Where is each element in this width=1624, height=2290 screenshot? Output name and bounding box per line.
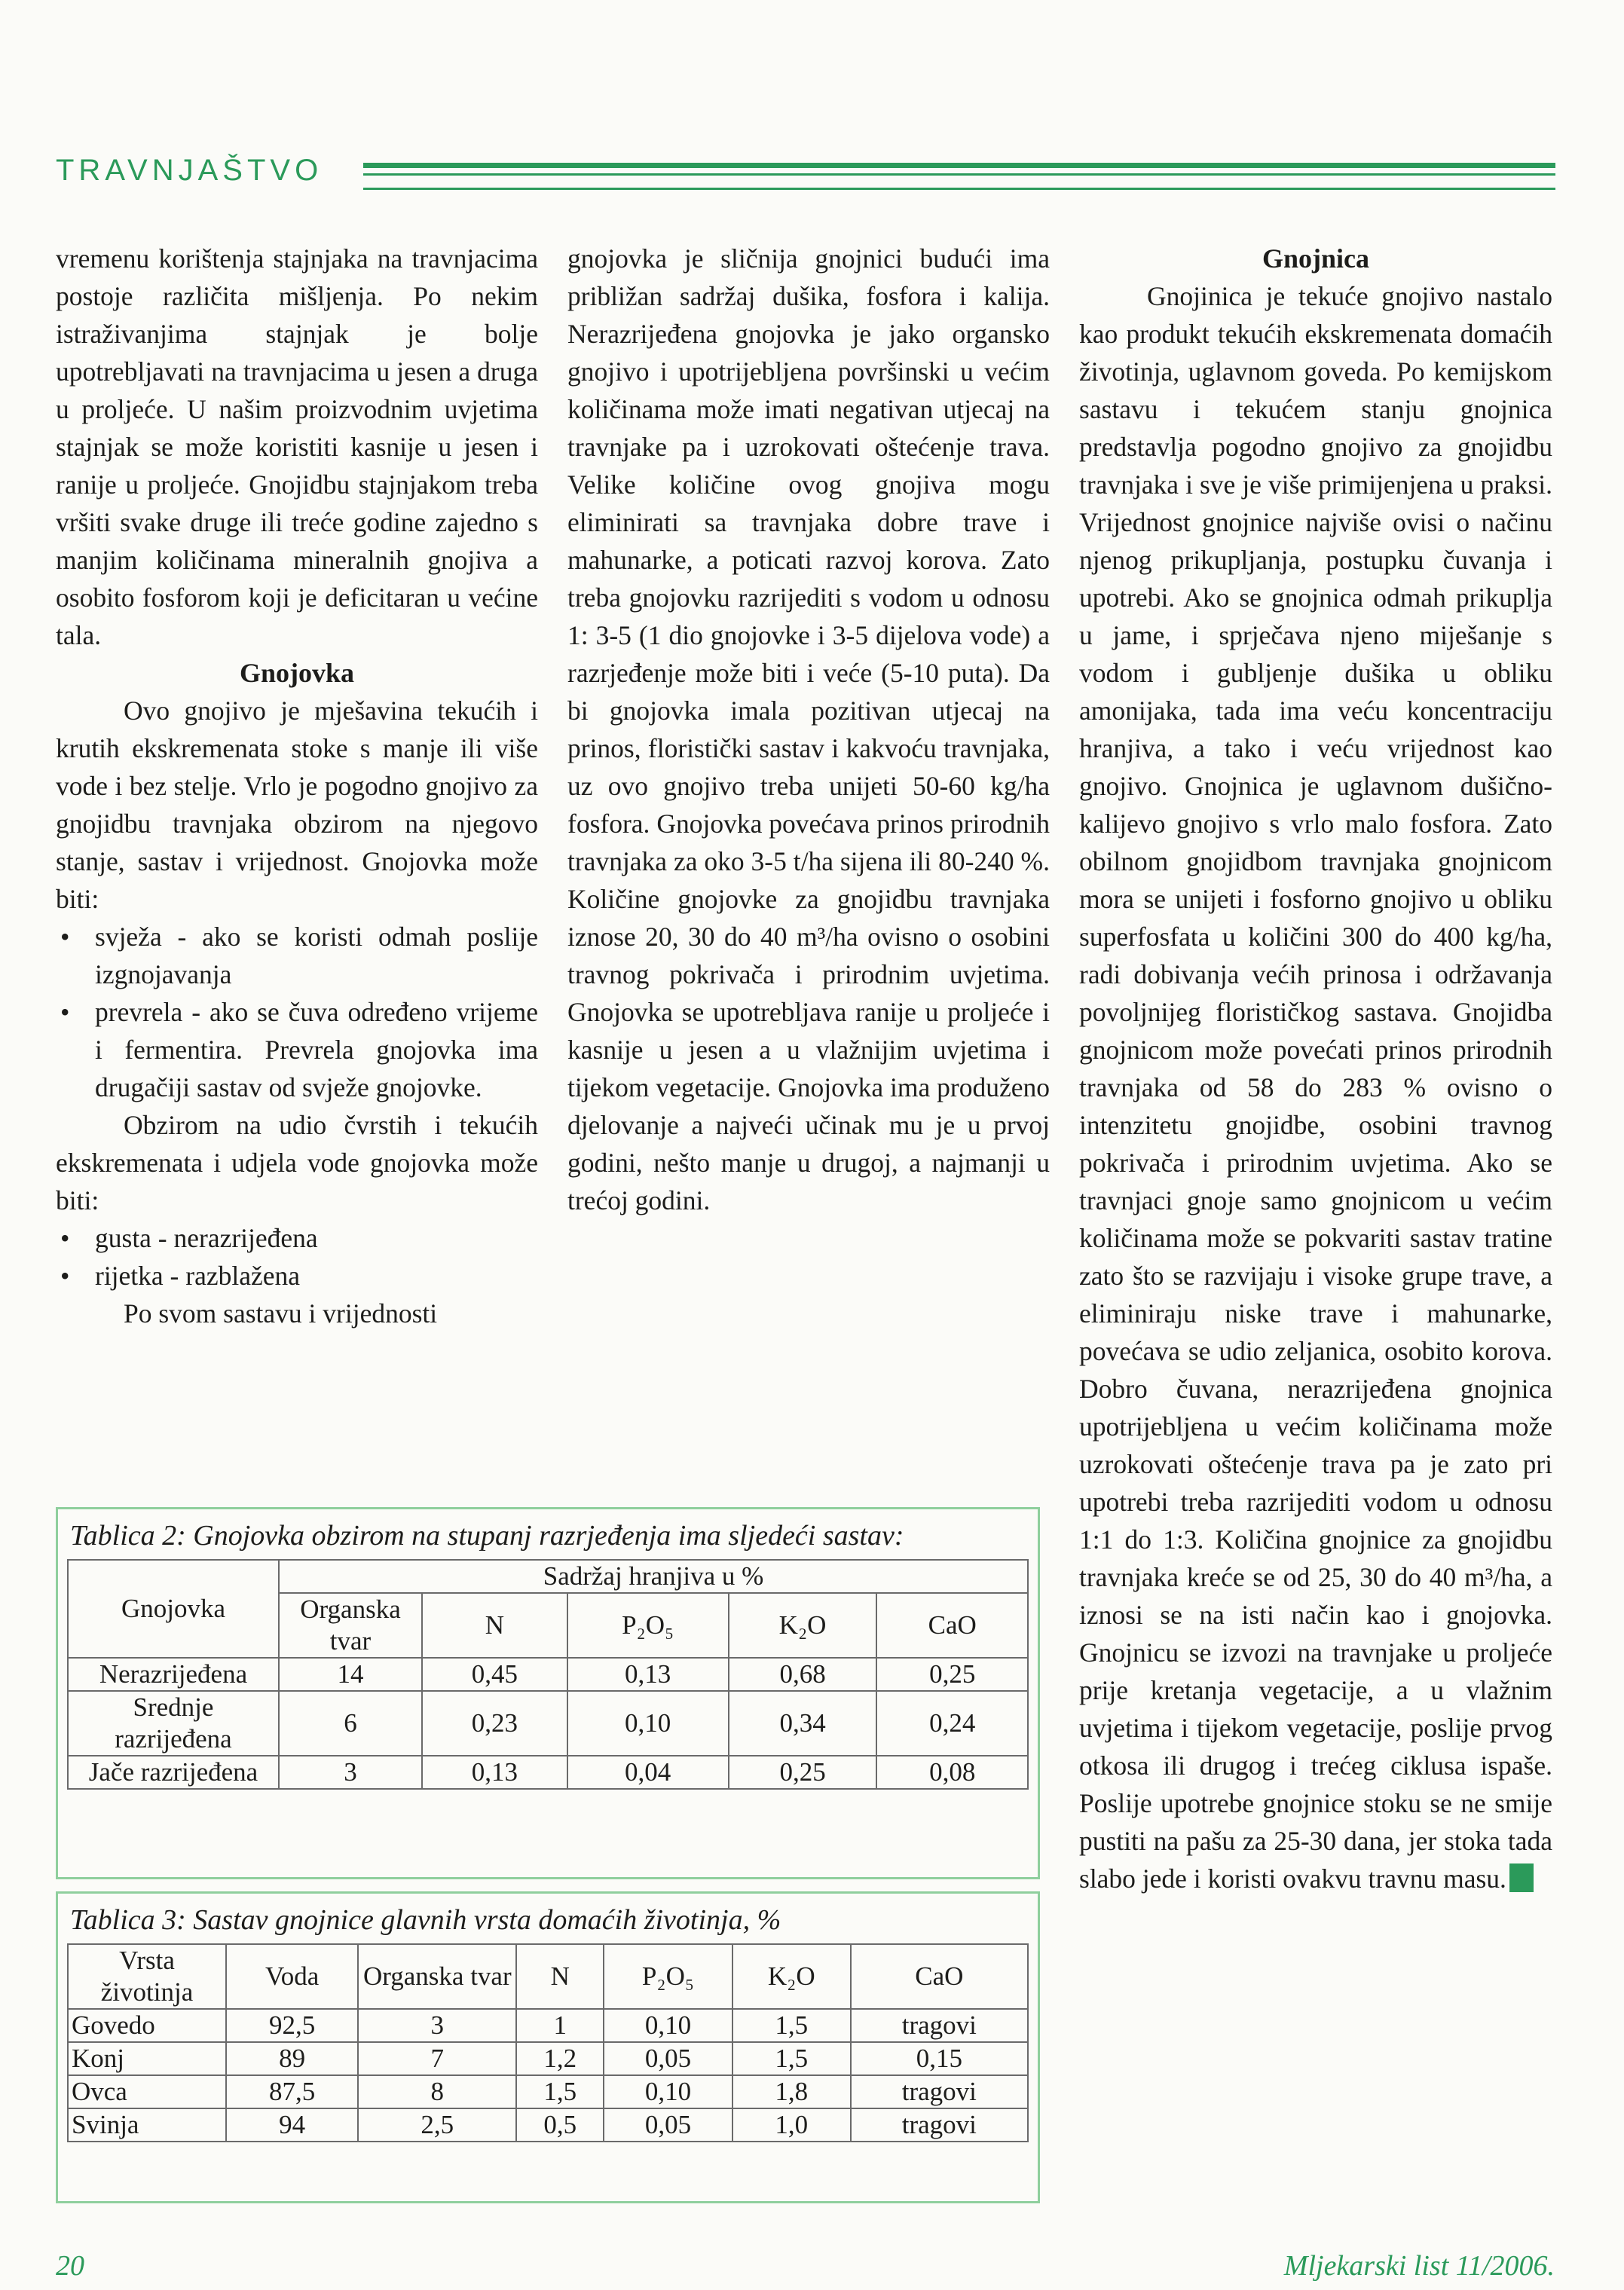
table-cell: Srednje razrijeđena [68, 1691, 279, 1756]
end-square-icon [1509, 1863, 1534, 1892]
table-cell: 0,15 [851, 2042, 1028, 2075]
table-row [68, 1756, 1028, 1789]
table-cell: 1,8 [732, 2075, 851, 2108]
table-cell: 92,5 [226, 2009, 358, 2042]
table-cell: 1,5 [732, 2009, 851, 2042]
table-cell: 7 [358, 2042, 516, 2075]
table-header: Organska tvar [358, 1944, 516, 2009]
bullet-list-2 [56, 1219, 538, 1295]
table-header: CaO [876, 1593, 1028, 1658]
col3-paragraph-1 [1079, 277, 1552, 1897]
heading-gnojnica: Gnojnica [1262, 243, 1369, 274]
table-header: Voda [226, 1944, 358, 2009]
table-3-box [56, 1891, 1040, 2203]
table-cell: Govedo [68, 2009, 226, 2042]
table-2-caption: Tablica 2: Gnojovka obzirom na stupanj razrjeđenja ima sljedeći sastav: [70, 1520, 904, 1552]
table-cell: 0,25 [729, 1756, 877, 1789]
table-header: CaO [851, 1944, 1028, 2009]
column-2 [567, 240, 1050, 1490]
table-cell: 0,13 [567, 1658, 729, 1691]
table-cell: 89 [226, 2042, 358, 2075]
table-header: N [516, 1944, 604, 2009]
table-2-box [56, 1507, 1040, 1879]
table-cell: 0,24 [876, 1691, 1028, 1756]
table-header: Sadržaj hranjiva u % [279, 1560, 1028, 1593]
col1-paragraph-3: Obzirom na udio čvrstih i tekućih ekskremenata i udjela vode gnojovka može biti: [56, 1110, 538, 1215]
table-cell: 3 [279, 1756, 422, 1789]
table-cell: 94 [226, 2108, 358, 2142]
table-cell: Konj [68, 2042, 226, 2075]
heading-gnojovka: Gnojovka [239, 658, 355, 688]
table-cell: Jače razrijeđena [68, 1756, 279, 1789]
section-title: TRAVNJAŠTVO [56, 154, 323, 187]
table-header: K₂O [729, 1593, 877, 1658]
table-cell: 6 [279, 1691, 422, 1756]
list-item: • prevrela - ako se čuva određeno vrijeme i fermentira. Prevrela gnojovka ima drugačiji sastav od svježe gnojovke. [56, 993, 538, 1106]
section-header [56, 149, 1555, 194]
table-row [68, 1658, 1028, 1691]
col1-paragraph-4: Po svom sastavu i vrijednosti [124, 1298, 438, 1328]
table-cell: 0,10 [604, 2075, 732, 2108]
col1-paragraph-2: Ovo gnojivo je mješavina tekućih i krutih ekskremenata stoke s manje ili više vode i bez stelje. Vrlo je pogodno gnojivo za gnojidbu travnjaka obzirom na njegovo stanje, sastav i vrijednost. Gnojovka može biti: [56, 696, 538, 914]
table-cell: 0,34 [729, 1691, 877, 1756]
journal-name: Mljekarski list 11/2006. [1283, 2250, 1555, 2282]
table-cell: 8 [358, 2075, 516, 2108]
table-cell: Svinja [68, 2108, 226, 2142]
table-cell: 14 [279, 1658, 422, 1691]
table-cell: 1,2 [516, 2042, 604, 2075]
table-header: P₂O₅ [567, 1593, 729, 1658]
table-row [68, 2042, 1028, 2075]
table-header: P₂O₅ [604, 1944, 732, 2009]
table-cell: 0,04 [567, 1756, 729, 1789]
col3-text: Gnojinica je tekuće gnojivo nastalo kao produkt tekućih ekskremenata domaćih životinja, uglavnom goveda. Po kemijskom sastavu i tekućem stanju gnojnica predstavlja pogodno gnojivo za gnojidbu travnjaka i sve je više primijenjena u praksi. Vrijednost gnojnice najviše ovisi o načinu njenog prikupljanja, postupku čuvanja i upotrebi. Ako se gnojnica odmah prikuplja u jame, i sprječava njeno miješanje s vodom i gubljenje dušika u obliku amonijaka, tada ima veću koncentraciju hranjiva, a tako i veću vrijednost kao gnojivo. Gnojnica je uglavnom dušično-kalijevo gnojivo s vrlo malo fosfora. Zato obilnom gnojidbom travnjaka gnojnicom mora se unijeti i fosforno gnojivo u obliku superfosfata u količini 300 do 400 kg/ha, radi dobivanja većih prinosa i održavanja povoljnijeg florističkog sastava. Gnojidba gnojnicom može povećati prinos prirodnih travnjaka od 58 do 283 % ovisno o intenzitetu gnojidbe, osobini travnog pokrivača i prirodnim uvjetima. Ako se travnjaci gnoje samo gnojnicom u većim količinama može se pokvariti sastav tratine zato što se razvijaju i visoke grupe trave, a eliminiraju niske trave i mahunarke, povećava se udio zeljanica, osobito korova. Dobro čuvana, nerazrijeđena gnojnica upotrijebljena u većim količinama može uzrokovati oštećenje trava pa je zato pri upotrebi treba razrijediti vodom u odnosu 1:1 do 1:3. Količina gnojnice za gnojidbu travnjaka kreće se od 25, 30 do 40 m³/ha, a iznosi se na isti način kao i gnojovka. Gnojnicu se izvozi na travnjake u proljeće prije kretanja vegetacije, a u vlažnim uvjetima i tijekom vegetacije, poslije prvog otkosa ili drugog i trećeg ciklusa ispaše. Poslije upotrebe gnojnice stoku se ne smije pustiti na pašu za 25-30 dana, jer stoka tada slabo jede i koristi ovakvu travnu masu. [1079, 281, 1552, 1894]
page-number: 20 [56, 2250, 84, 2282]
table-cell: 0,5 [516, 2108, 604, 2142]
table-cell: tragovi [851, 2108, 1028, 2142]
table-row [68, 2009, 1028, 2042]
column-1 [56, 240, 538, 1490]
table-cell: 2,5 [358, 2108, 516, 2142]
table-header: Gnojovka [68, 1560, 279, 1658]
list-item: • rijetka - razblažena [56, 1257, 538, 1295]
table-2 [67, 1559, 1029, 1790]
table-cell: 1,5 [516, 2075, 604, 2108]
table-cell: 0,68 [729, 1658, 877, 1691]
table-header: Vrsta životinja [68, 1944, 226, 2009]
table-cell: tragovi [851, 2075, 1028, 2108]
table-row [68, 2075, 1028, 2108]
list-item: • gusta - nerazrijeđena [56, 1219, 538, 1257]
table-cell: 1,0 [732, 2108, 851, 2142]
table-cell: 0,08 [876, 1756, 1028, 1789]
table-cell: 1 [516, 2009, 604, 2042]
table-cell: 0,25 [876, 1658, 1028, 1691]
table-cell: 3 [358, 2009, 516, 2042]
table-row [68, 2108, 1028, 2142]
table-cell: 0,23 [422, 1691, 567, 1756]
table-cell: 0,10 [604, 2009, 732, 2042]
table-cell: 0,10 [567, 1691, 729, 1756]
table-cell: 0,45 [422, 1658, 567, 1691]
table-cell: 1,5 [732, 2042, 851, 2075]
bullet-list-1 [56, 918, 538, 1106]
table-cell: Nerazrijeđena [68, 1658, 279, 1691]
col1-paragraph-1: vremenu korištenja stajnjaka na travnjacima postoje različita mišljenja. Po nekim istraživanjima stajnjak je bolje upotrebljavati na travnjacima u jesen a druga u proljeće. U našim proizvodnim uvjetima stajnjak se može koristiti kasnije u jesen i ranije u proljeće. Gnojidbu stajnjakom treba vršiti svake druge ili treće godine zajedno s manjim količinama mineralnih gnojiva a osobito fosforom koji je deficitaran u većine tala. [56, 243, 538, 650]
list-item: • svježa - ako se koristi odmah poslije izgnojavanja [56, 918, 538, 993]
table-row [68, 1691, 1028, 1756]
table-3 [67, 1943, 1029, 2142]
table-3-caption: Tablica 3: Sastav gnojnice glavnih vrsta domaćih životinja, % [70, 1904, 781, 1936]
col2-paragraph-1: gnojovka je sličnija gnojnici budući ima približan sadržaj dušika, fosfora i kalija. Nerazrijeđena gnojovka je jako organsko gnojivo i upotrijebljena površinski u većim količinama može imati negativan utjecaj na travnjake pa i uzrokovati oštećenje trava. Velike količine ovog gnojiva mogu eliminirati sa travnjaka dobre trave i mahunarke, a poticati razvoj korova. Zato treba gnojovku razrijediti s vodom u odnosu 1: 3-5 (1 dio gnojovke i 3-5 dijelova vode) a razrjeđenje može biti i veće (5-10 puta). Da bi gnojovka imala pozitivan utjecaj na prinos, floristički sastav i kakvoću travnjaka, uz ovo gnojivo treba unijeti 50-60 kg/ha fosfora. Gnojovka povećava prinos prirodnih travnjaka za oko 3-5 t/ha sijena ili 80-240 %. Količine gnojovke za gnojidbu travnjaka iznose 20, 30 do 40 m³/ha ovisno o osobini travnog pokrivača i prirodnim uvjetima. Gnojovka se upotrebljava ranije u proljeće i kasnije u jesen a u vlažnijim uvjetima i tijekom vegetacije. Gnojovka ima produženo djelovanje a najveći učinak mu je u prvoj godini, nešto manje u drugoj, a najmanji u trećoj godini. [567, 243, 1050, 1215]
table-cell: 0,13 [422, 1756, 567, 1789]
table-cell: tragovi [851, 2009, 1028, 2042]
table-header: N [422, 1593, 567, 1658]
table-cell: 87,5 [226, 2075, 358, 2108]
table-header: K₂O [732, 1944, 851, 2009]
table-cell: 0,05 [604, 2108, 732, 2142]
table-cell: Ovca [68, 2075, 226, 2108]
table-header: Organska tvar [279, 1593, 422, 1658]
column-3 [1079, 240, 1552, 2229]
header-rule [363, 163, 1555, 190]
table-cell: 0,05 [604, 2042, 732, 2075]
